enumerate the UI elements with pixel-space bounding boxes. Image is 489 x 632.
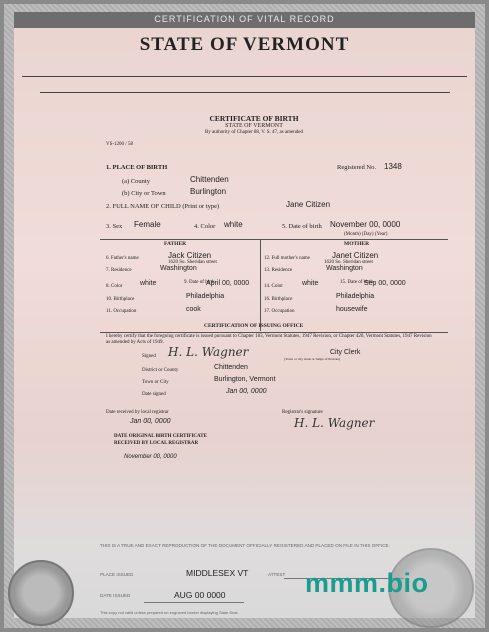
state-title: STATE OF VERMONT [139,34,350,55]
mother-dob-label: 15. Date of birth [340,280,374,285]
original-date: November 00, 0000 [124,454,177,460]
mother-address: 1620 So. Sheridan street [324,260,373,265]
place-issued-value: MIDDLESEX VT [186,568,249,578]
town-label: Town or City [142,380,169,385]
county-label: (a) County [122,178,150,185]
father-address: 1620 So. Sheridan street [168,260,217,265]
mother-residence: Washington [326,265,363,272]
father-name-label: 6. Father's name [106,256,139,261]
full-name-label: 2. FULL NAME OF CHILD (Print or type) [106,203,220,210]
mother-dob: Sep 00, 0000 [364,280,406,287]
father-birthplace-label: 10. Birthplace [106,297,135,302]
attest-label: ATTEST [268,572,286,577]
issuing-statement: I hereby certify that the foregoing certificate is issued pursuant to Chapter 183, Vermont Statutes, 1947 Revision, or Chapter 420, Vermont Statutes, 1947 Revision as amended by Acts of 1949. [106,334,432,345]
mother-heading: MOTHER [344,241,370,247]
father-residence-label: 7. Residence [106,268,132,273]
registrar-signature-label: Registrar's signature [282,410,323,415]
district-label: District or County [142,368,179,373]
date-signed-value: Jan 00, 0000 [226,388,267,395]
certificate-authority: By authority of Chapter 88, V. S. 47, as amended [205,130,303,135]
color-value: white [224,220,243,229]
clerk-title-note: (Town or city clerk or Judge of Probate) [284,357,341,361]
registrar-signature: H. L. Wagner [294,416,375,430]
top-banner [14,12,475,28]
father-occupation: cook [186,306,201,313]
date-issued-value: AUG 00 0000 [174,590,226,600]
form-code: VS-1200 / 58 [106,142,133,147]
town-value: Burlington, Vermont [214,376,276,383]
mother-name-label: 12. Full mother's name [264,256,310,261]
date-signed-label: Date signed [142,392,166,397]
date-line [144,602,244,603]
watermark: mmm.bio [305,568,429,598]
county-value: Chittenden [190,175,229,184]
certificate-title: CERTIFICATE OF BIRTH [209,114,299,123]
footer-statement: THIS IS A TRUE AND EXACT REPRODUCTION OF THE DOCUMENT OFFICIALLY REGISTERED AND PLACED ON FILE IN THIS OFFICE. [100,543,390,548]
void-note: This copy not valid unless prepared on engraved border displaying State Seal. [100,610,239,615]
father-birthplace: Philadelphia [186,293,225,300]
city-value: Burlington [190,187,227,196]
certificate-paper [14,12,475,618]
sex-value: Female [134,220,161,229]
received-value: Jan 00, 0000 [130,418,171,425]
certificate-subtitle: STATE OF VERMONT [225,123,283,129]
mother-occupation: housewife [336,306,368,313]
original-line1: DATE ORIGINAL BIRTH CERTIFICATE [114,434,207,439]
signed-label: Signed [142,354,156,359]
mother-birthplace-label: 16. Birthplace [264,297,293,302]
mother-color: white [302,280,319,287]
father-name: Jack Citizen [168,251,212,260]
clerk-signature: H. L. Wagner [168,345,249,359]
dob-value: November 00, 0000 [330,220,401,229]
father-occupation-label: 11. Occupation [106,309,137,314]
full-name-value: Jane Citizen [286,200,331,209]
mother-occupation-label: 17. Occupation [264,309,295,314]
registered-no-label: Registered No. [337,164,376,171]
state-seal [8,560,74,626]
place-of-birth-label: 1. PLACE OF BIRTH [106,164,168,171]
father-dob: April 00, 0000 [206,280,250,287]
issuing-heading: CERTIFICATION OF ISSUING OFFICE [204,323,304,329]
father-heading: FATHER [164,241,187,247]
father-dob-label: 9. Date of birth [184,280,215,285]
dob-units: (Month) (Day) (Year) [344,232,388,237]
father-color-label: 8. Color [106,284,123,289]
original-line2: RECEIVED BY LOCAL REGISTRAR [114,441,199,446]
dob-label: 5. Date of birth [282,223,322,230]
district-value: Chittenden [214,364,248,371]
mother-name: Janet Citizen [332,251,379,260]
mother-color-label: 14. Color [264,284,283,289]
divider [40,92,450,93]
mother-residence-label: 13. Residence [264,268,293,273]
city-label: (b) City or Town [122,190,166,197]
mother-birthplace: Philadelphia [336,293,375,300]
clerk-title: City Clerk [330,349,361,356]
father-residence: Washington [160,265,197,272]
sex-label: 3. Sex [106,223,123,230]
banner-text: CERTIFICATION OF VITAL RECORD [154,14,335,24]
parents-divider [260,239,261,331]
place-issued-label: PLACE ISSUED [100,572,134,577]
color-label: 4. Color [194,223,216,230]
received-label: Date received by local registrar [106,410,169,415]
date-issued-label: DATE ISSUED [100,593,131,598]
registered-no: 1348 [384,162,402,171]
divider [22,76,467,77]
father-color: white [140,280,157,287]
